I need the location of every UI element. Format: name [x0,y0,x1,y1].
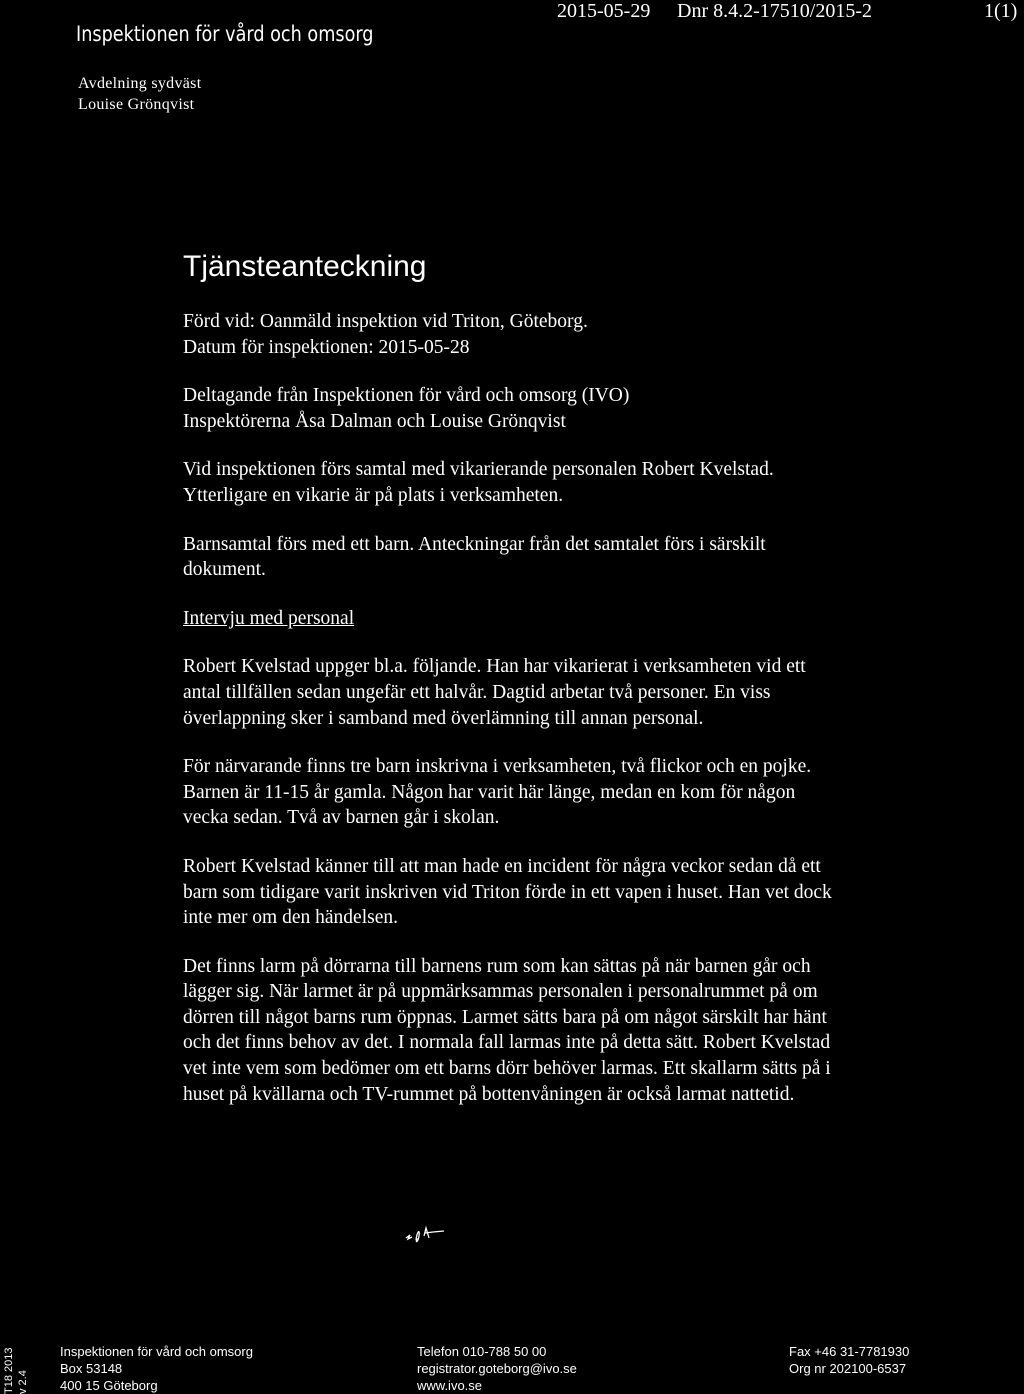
footer-box: Box 53148 [60,1361,123,1376]
participants-info [183,383,843,434]
footer-address [60,1343,253,1394]
document-body [183,309,843,1130]
footer-website: www.ivo.se [417,1378,483,1393]
sender-block [78,73,201,115]
inspectors-line: Inspektörerna Åsa Dalman och Louise Grönqvist [183,410,566,432]
footer-agency: Inspektionen för vård och omsorg [60,1344,253,1359]
meeting-info [183,309,843,360]
footer-phone: Telefon 010-788 50 00 [417,1344,547,1359]
paragraph-child-conversation: Barnsamtal förs med ett barn. Anteckningar från det samtalet förs i särskilt dokument. [183,533,766,581]
paragraph-children: För närvarande finns tre barn inskrivna i verksamheten, två flickor och en pojke. Barnen är 11-15 år gamla. Någon har varit här länge, medan en kom för någon vecka sedan. Två av barnen går i skolan. [183,756,812,829]
sender-department: Avdelning sydväst [78,75,202,92]
inspection-date-line: Datum för inspektionen: 2015-05-28 [183,336,470,358]
diary-number: Dnr 8.4.2-17510/2015-2 [677,0,872,22]
footer-contact [417,1343,577,1394]
paragraph-robert-statement: Robert Kvelstad uppger bl.a. följande. Han har vikarierat i verksamheten vid ett antal tillfällen sedan ungefär ett halvår. Dagtid arbetar två personer. En viss överlappning sker i samband med överlämning till annan personal. [183,656,806,729]
footer-fax: Fax +46 31-7781930 [789,1344,910,1359]
sender-name: Louise Grönqvist [78,96,195,113]
footer-registration [789,1343,909,1377]
footer-org-number: Org nr 202100-6537 [789,1361,907,1376]
ford-vid-line: Förd vid: Oanmäld inspektion vid Triton, Göteborg. [183,311,588,332]
footer-postal-address: 400 15 Göteborg [60,1378,158,1393]
document-date: 2015-05-29 [557,0,651,22]
document-title: Tjänsteanteckning [183,250,427,283]
paragraph-staff-conversation: Vid inspektionen förs samtal med vikarierande personalen Robert Kvelstad. Ytterligare en vikarie är på plats i verksamheten. [183,459,774,506]
page-number: 1(1) [984,0,1018,22]
paragraph-alarms: Det finns larm på dörrarna till barnens rum som kan sättas på när barnen går och lägger sig. När larmet är på uppmärksammas personalen i personalrummet på om dörren till något barns rum öppnas. Larmet sätts bara på om något särskilt har hänt och det finns behov av det. I normala fall larmas inte på detta sätt. Robert Kvelstad vet inte vem som bedömer om ett barns dörr behöver larmas. Ett skallarm sätts på i huset på kvällarna och TV-rummet på bottenvåningen är också larmat nattetid. [183,955,831,1105]
agency-header: Inspektionen för vård och omsorg [76,22,374,46]
form-code: T18 2013 [3,1347,15,1394]
footer-email: registrator.goteborg@ivo.se [417,1361,577,1376]
handwritten-signature [400,1218,480,1248]
form-version: v 2.4 [17,1370,29,1394]
participants-line: Deltagande från Inspektionen för vård och omsorg (IVO) [183,385,630,407]
form-code-vertical [2,1348,30,1394]
paragraph-incident: Robert Kvelstad känner till att man hade en incident för några veckor sedan då ett barn som tidigare varit inskriven vid Triton förde in ett vapen i huset. Han vet dock inte mer om den händelsen. [183,855,832,929]
section-heading-interview: Intervju med personal [183,607,355,629]
